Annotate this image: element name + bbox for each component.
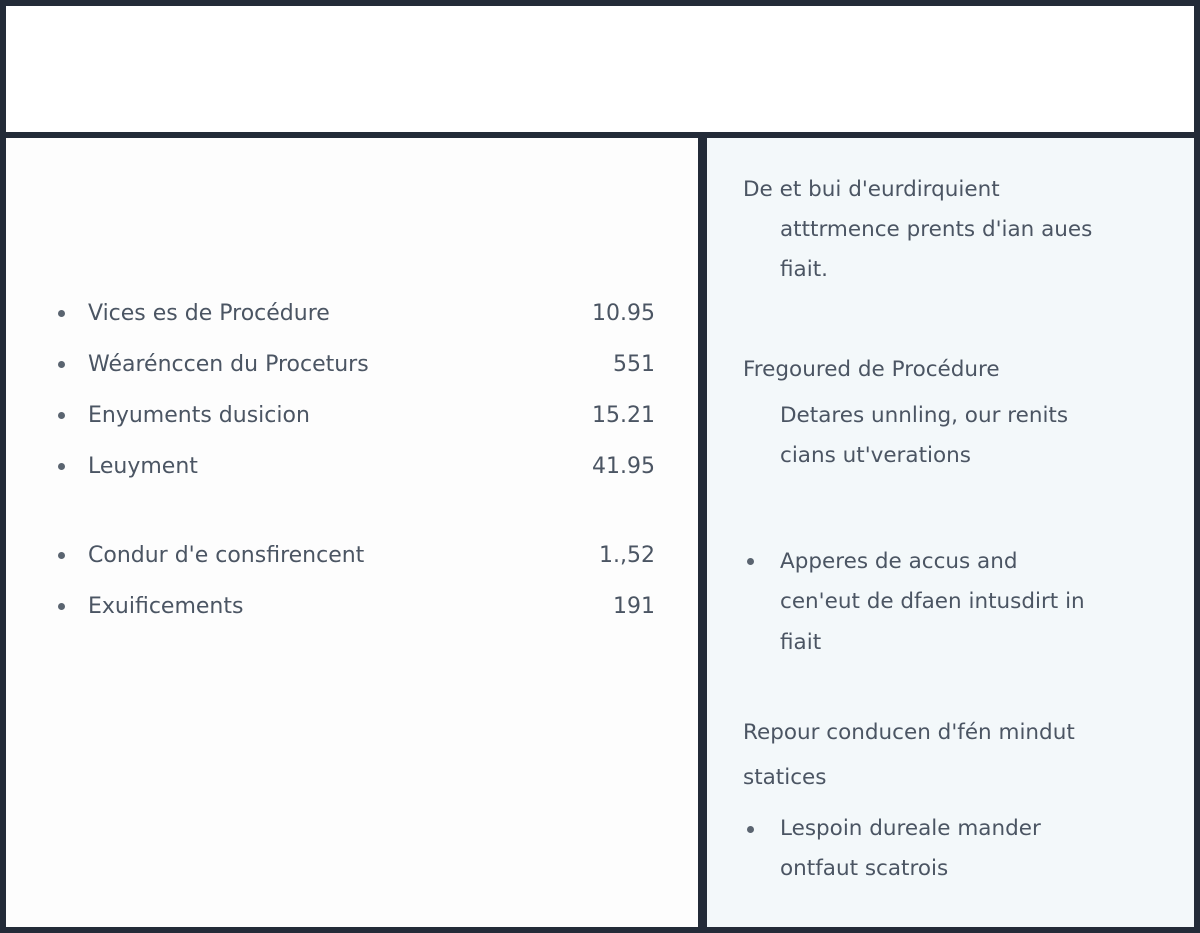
intro-line-2: atttrmence prents d'ian aues [780, 217, 1093, 242]
bullet1-line-3: fiait [780, 630, 822, 655]
intro-line-3: fiait. [780, 257, 828, 282]
bullet-icon [747, 558, 754, 565]
list-item [6, 300, 698, 340]
item-price: 15.21 [592, 403, 655, 428]
bullet-icon [747, 826, 754, 833]
item-price: 41.95 [592, 454, 655, 479]
item-price: 1.,52 [599, 543, 655, 568]
bullet-icon [58, 310, 65, 317]
item-name: Exuificements [88, 594, 244, 619]
intro-line-1: De et bui d'eurdirquient [743, 177, 1000, 202]
section2-title-line-1: Repour conducen d'fén mindut [743, 720, 1075, 745]
notes-panel [704, 138, 1194, 927]
list-item [6, 453, 698, 493]
list-item [6, 542, 698, 582]
item-name: Wéarénccen du Proceturs [88, 352, 369, 377]
bullet-icon [58, 463, 65, 470]
item-price: 10.95 [592, 301, 655, 326]
bullet-icon [58, 361, 65, 368]
section1-line-2: cians ut'verations [780, 443, 971, 468]
bullet2-line-1: Lespoin dureale mander [780, 816, 1041, 841]
section1-line-1: Detares unnling, our renits [780, 403, 1069, 428]
item-name: Condur d'e consfirencent [88, 543, 365, 568]
header-bar [6, 6, 1194, 138]
bullet1-line-2: cen'eut de dfaen intusdirt in [780, 589, 1085, 614]
item-price: 551 [613, 352, 655, 377]
notes [707, 138, 1191, 927]
bullet2-line-2: ontfaut scatrois [780, 856, 949, 881]
bullet-icon [58, 552, 65, 559]
item-price: 191 [613, 594, 655, 619]
list-item [6, 402, 698, 442]
price-list-panel [6, 138, 704, 927]
list-item [6, 351, 698, 391]
bullet1-line-1: Apperes de accus and [780, 549, 1018, 574]
bullet-icon [58, 412, 65, 419]
item-name: Enyuments dusicion [88, 403, 310, 428]
section1-title: Fregoured de Procédure [743, 357, 1000, 382]
item-name: Leuyment [88, 454, 198, 479]
section2-title-line-2: statices [743, 765, 827, 790]
item-name: Vices es de Procédure [88, 301, 330, 326]
bullet-icon [58, 603, 65, 610]
list-item [6, 593, 698, 633]
